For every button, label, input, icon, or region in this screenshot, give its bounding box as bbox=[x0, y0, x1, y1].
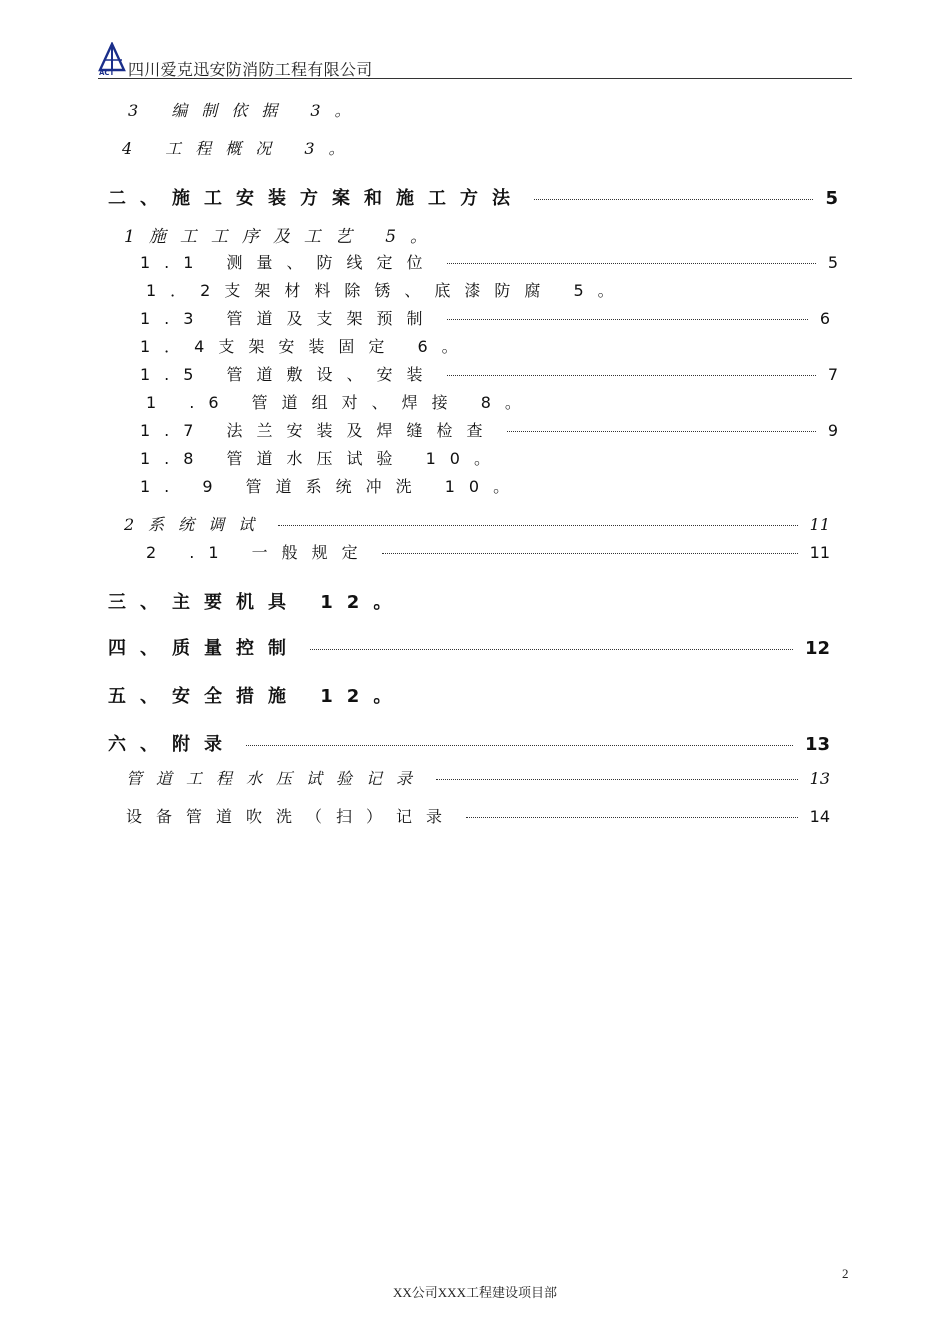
toc-entry-label: 四、质量控制 bbox=[108, 638, 300, 659]
toc-entry-label: 1 .6 管道组对、焊接 8。 bbox=[146, 393, 535, 412]
toc-page-number: 12 bbox=[804, 638, 830, 659]
toc-entry[interactable] bbox=[146, 278, 628, 302]
toc-page-number: 5 bbox=[825, 188, 838, 209]
toc-page-number: 7 bbox=[827, 365, 838, 384]
toc-entry-label: 1.8 管道水压试验 10。 bbox=[140, 449, 504, 468]
toc-entry[interactable] bbox=[126, 804, 830, 828]
toc-entry[interactable] bbox=[124, 222, 441, 246]
company-name: 四川爱克迅安防消防工程有限公司 bbox=[128, 60, 373, 79]
toc-entry-label: 二、施工安装方案和施工方法 bbox=[108, 188, 524, 209]
toc-entry-label: 1.5 管道敷设、安装 bbox=[140, 365, 437, 384]
toc-entry-label: 六、附录 bbox=[108, 734, 236, 755]
toc-entry-label: 三、主要机具 12。 bbox=[108, 592, 406, 613]
toc-entry[interactable] bbox=[124, 512, 830, 536]
toc-entry[interactable] bbox=[146, 540, 830, 564]
page-number: 2 bbox=[842, 1266, 849, 1281]
toc-entry[interactable] bbox=[140, 418, 838, 442]
toc-entry[interactable] bbox=[128, 98, 365, 122]
toc-entry[interactable] bbox=[122, 136, 359, 160]
toc-entry-label: 1. 9 管道系统冲洗 10。 bbox=[140, 477, 524, 496]
toc-entry-label: 1．2支架材料除锈、底漆防腐 5。 bbox=[146, 281, 628, 300]
toc-entry-label: 1.1 测量、防线定位 bbox=[140, 253, 437, 272]
toc-page-number: 5 bbox=[827, 253, 838, 272]
dot-leader bbox=[447, 375, 816, 376]
dot-leader bbox=[466, 817, 798, 818]
toc-entry[interactable] bbox=[140, 334, 472, 358]
toc-entry[interactable] bbox=[140, 362, 838, 386]
dot-leader bbox=[447, 263, 816, 264]
toc-entry-label: 1.3 管道及支架预制 bbox=[140, 309, 437, 328]
dot-leader bbox=[246, 745, 793, 746]
dot-leader bbox=[278, 525, 797, 526]
dot-leader bbox=[534, 199, 813, 200]
toc-entry[interactable] bbox=[108, 634, 830, 658]
toc-entry[interactable] bbox=[140, 306, 830, 330]
toc-entry-label: 3 编制依据 3。 bbox=[128, 101, 365, 120]
dot-leader bbox=[507, 431, 816, 432]
toc-entry[interactable] bbox=[108, 682, 405, 706]
toc-entry[interactable] bbox=[108, 184, 838, 208]
toc-entry-label: 1施工工序及工艺 5。 bbox=[124, 227, 442, 247]
toc-entry-label: 2系统调试 bbox=[124, 515, 269, 534]
toc-entry-label: 管道工程水压试验记录 bbox=[126, 769, 427, 788]
page-footer: XX公司XXX工程建设项目部 bbox=[393, 1285, 557, 1300]
toc-entry[interactable] bbox=[140, 474, 523, 498]
dot-leader bbox=[382, 553, 798, 554]
dot-leader bbox=[310, 649, 793, 650]
toc-page-number: 11 bbox=[809, 515, 830, 534]
toc-entry[interactable] bbox=[108, 588, 405, 612]
toc-entry-label: 五、安全措施 12。 bbox=[108, 686, 406, 707]
toc-entry-label: 1.7 法兰安装及焊缝检查 bbox=[140, 421, 497, 440]
toc-page-number: 11 bbox=[809, 543, 830, 562]
toc-entry-label: 1．4支架安装固定 6。 bbox=[140, 337, 472, 356]
toc-page-number: 6 bbox=[819, 309, 830, 328]
toc-entry[interactable] bbox=[146, 390, 535, 414]
svg-text:ACT: ACT bbox=[99, 69, 115, 76]
toc-page-number: 14 bbox=[809, 807, 830, 826]
toc-entry[interactable] bbox=[140, 446, 504, 470]
toc-entry-label: 4 工程概况 3。 bbox=[122, 139, 359, 158]
dot-leader bbox=[447, 319, 808, 320]
toc-entry[interactable] bbox=[108, 730, 830, 754]
dot-leader bbox=[436, 779, 798, 780]
toc-entry-label: 2 .1 一般规定 bbox=[146, 543, 372, 562]
toc-page-number: 9 bbox=[827, 421, 838, 440]
toc-page-number: 13 bbox=[809, 769, 830, 788]
toc-entry-label: 设备管道吹洗（扫）记录 bbox=[126, 807, 457, 826]
toc-entry[interactable] bbox=[140, 250, 838, 274]
toc-page-number: 13 bbox=[804, 734, 830, 755]
toc-entry[interactable] bbox=[126, 766, 830, 790]
